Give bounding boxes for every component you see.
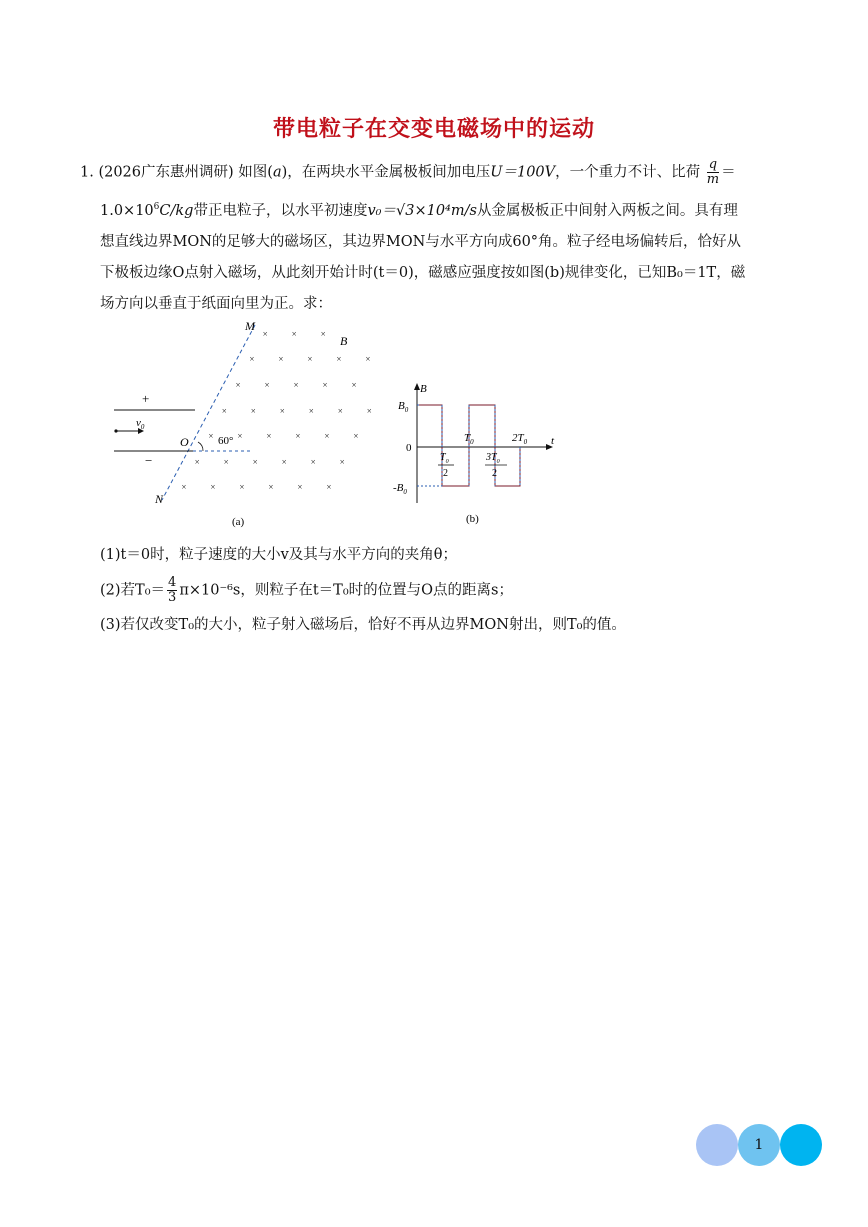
v-subscript: 0 xyxy=(140,423,145,431)
3t0-subscript: 0 xyxy=(496,459,500,465)
3t0-letter: 3T xyxy=(486,452,497,463)
field-cross: × xyxy=(324,431,330,441)
field-cross: × xyxy=(281,457,287,467)
page-number-badge xyxy=(696,1124,822,1166)
field-cross: × xyxy=(293,380,299,390)
field-cross: × xyxy=(337,406,343,416)
problem-source: (2026广东惠州调研) xyxy=(98,164,234,181)
text: ＝ xyxy=(721,164,736,181)
question-text: t＝0时，粒子速度的大小v及其与水平方向的夹角θ； xyxy=(120,547,458,563)
field-cross: × xyxy=(307,354,313,364)
field-cross: × xyxy=(308,406,314,416)
field-cross: × xyxy=(264,380,270,390)
numerator: 4 xyxy=(168,575,177,590)
label-b0 xyxy=(398,400,409,414)
b0-letter: B xyxy=(398,400,405,412)
label-angle: 60° xyxy=(218,435,234,447)
caption-a: (a) xyxy=(232,516,245,528)
denominator: 3 xyxy=(168,590,177,605)
text: 1.0×10 xyxy=(100,203,154,219)
field-cross: × xyxy=(239,482,245,492)
v-letter: v xyxy=(136,417,141,429)
caption-b: (b) xyxy=(466,513,479,525)
field-cross: × xyxy=(339,457,345,467)
pager-dot-right xyxy=(780,1124,822,1166)
field-cross: × xyxy=(279,406,285,416)
field-cross: × xyxy=(365,354,371,364)
page-number: 1 xyxy=(738,1124,780,1166)
text: ，一个重力不计、比荷 xyxy=(555,164,701,181)
question-text: 若仅改变T₀的大小，粒子射入磁场后，恰好不再从边界MON射出，则T₀的值。 xyxy=(120,617,626,633)
label-neg-b0 xyxy=(393,482,407,496)
label-zero: 0 xyxy=(406,442,412,454)
field-cross: × xyxy=(278,354,284,364)
label-o: O xyxy=(180,435,189,449)
half-t0-subscript: 0 xyxy=(445,459,449,465)
field-cross: × xyxy=(320,329,326,339)
question-1 xyxy=(100,543,457,564)
voltage-expression: U＝100V xyxy=(490,164,556,181)
field-cross: × xyxy=(266,431,272,441)
label-v0 xyxy=(136,417,145,431)
label-t0 xyxy=(464,432,474,446)
label-m: M xyxy=(245,319,255,333)
field-cross: × xyxy=(208,431,214,441)
field-cross: × xyxy=(291,329,297,339)
field-cross: × xyxy=(181,482,187,492)
field-cross: × xyxy=(252,457,258,467)
figure-b xyxy=(390,378,570,533)
problem-line-1 xyxy=(80,158,736,187)
figure-a xyxy=(100,315,380,535)
problem-number: 1. xyxy=(80,164,94,181)
pager-dot-left xyxy=(696,1124,738,1166)
numerator: q xyxy=(708,157,718,172)
field-cross: × xyxy=(194,457,200,467)
label-half-t0 xyxy=(440,452,449,465)
label-t-axis: t xyxy=(551,435,555,447)
question-label: (3) xyxy=(100,617,121,633)
angle-arc xyxy=(198,442,203,451)
field-cross: × xyxy=(326,482,332,492)
field-cross: × xyxy=(262,329,268,339)
text: )，在两块水平金属极板间加电压 xyxy=(281,164,491,181)
field-cross: × xyxy=(351,380,357,390)
field-cross: × xyxy=(297,482,303,492)
label-3half-t0 xyxy=(485,452,500,465)
neg-b0-subscript: 0 xyxy=(403,488,407,496)
2t0-letter: 2T xyxy=(512,432,524,444)
denominator: m xyxy=(706,172,720,187)
question-2 xyxy=(100,576,513,605)
t0-letter: T xyxy=(464,432,471,444)
field-cross: × xyxy=(322,380,328,390)
label-b-axis: B xyxy=(420,383,427,395)
label-2t0 xyxy=(512,432,528,446)
label-plus: + xyxy=(142,391,150,406)
2t0-subscript: 0 xyxy=(523,438,528,446)
fraction-4-3 xyxy=(167,576,177,605)
velocity-expression: v₀＝√3×10⁴m/s xyxy=(367,203,477,219)
question-label: (1) xyxy=(100,547,121,563)
problem-line-2 xyxy=(100,199,738,220)
field-cross: × xyxy=(237,431,243,441)
field-cross: × xyxy=(366,406,372,416)
field-cross: × xyxy=(221,406,227,416)
label-3half-t0-den: 2 xyxy=(492,468,497,479)
charge-mass-fraction xyxy=(707,158,719,187)
field-cross: × xyxy=(353,431,359,441)
half-t0-letter: T xyxy=(440,452,446,463)
text: 如图( xyxy=(238,164,273,181)
boundary-mon xyxy=(162,325,255,500)
t0-subscript: 0 xyxy=(470,438,474,446)
field-cross: × xyxy=(249,354,255,364)
b0-subscript: 0 xyxy=(404,406,409,414)
field-cross: × xyxy=(295,431,301,441)
problem-line-4: 下极板边缘O点射入磁场，从此刻开始计时(t＝0)，磁感应强度按如图(b)规律变化，已知B₀＝1T，磁 xyxy=(100,265,746,281)
text: 从金属极板正中间射入两板之间。具有理 xyxy=(476,203,738,219)
field-cross: × xyxy=(310,457,316,467)
problem-line-3: 想直线边界MON的足够大的磁场区，其边界MON与水平方向成60°角。粒子经电场偏转后，恰好从 xyxy=(100,234,742,250)
field-cross: × xyxy=(235,380,241,390)
question-label: (2)若T₀＝ xyxy=(100,582,166,599)
question-text: π×10⁻⁶s，则粒子在t＝T₀时的位置与O点的距离s； xyxy=(179,582,513,599)
question-3 xyxy=(100,613,626,634)
label-half-t0-den: 2 xyxy=(443,468,448,479)
label-n: N xyxy=(155,492,164,506)
neg-b0-letter: -B xyxy=(393,482,404,494)
magnetic-field-crosses xyxy=(181,329,371,492)
field-cross: × xyxy=(210,482,216,492)
field-cross: × xyxy=(268,482,274,492)
page-title: 带电粒子在交变电磁场中的运动 xyxy=(272,117,595,142)
field-cross: × xyxy=(250,406,256,416)
text: 带正电粒子，以水平初速度 xyxy=(193,203,368,219)
unit: C/kg xyxy=(159,203,194,219)
text: a xyxy=(272,164,282,181)
label-minus: − xyxy=(145,453,153,468)
exponent: 6 xyxy=(153,202,160,213)
field-cross: × xyxy=(336,354,342,364)
field-cross: × xyxy=(223,457,229,467)
problem-line-5: 场方向以垂直于纸面向里为正。求： xyxy=(100,296,332,312)
label-b: B xyxy=(340,334,348,348)
